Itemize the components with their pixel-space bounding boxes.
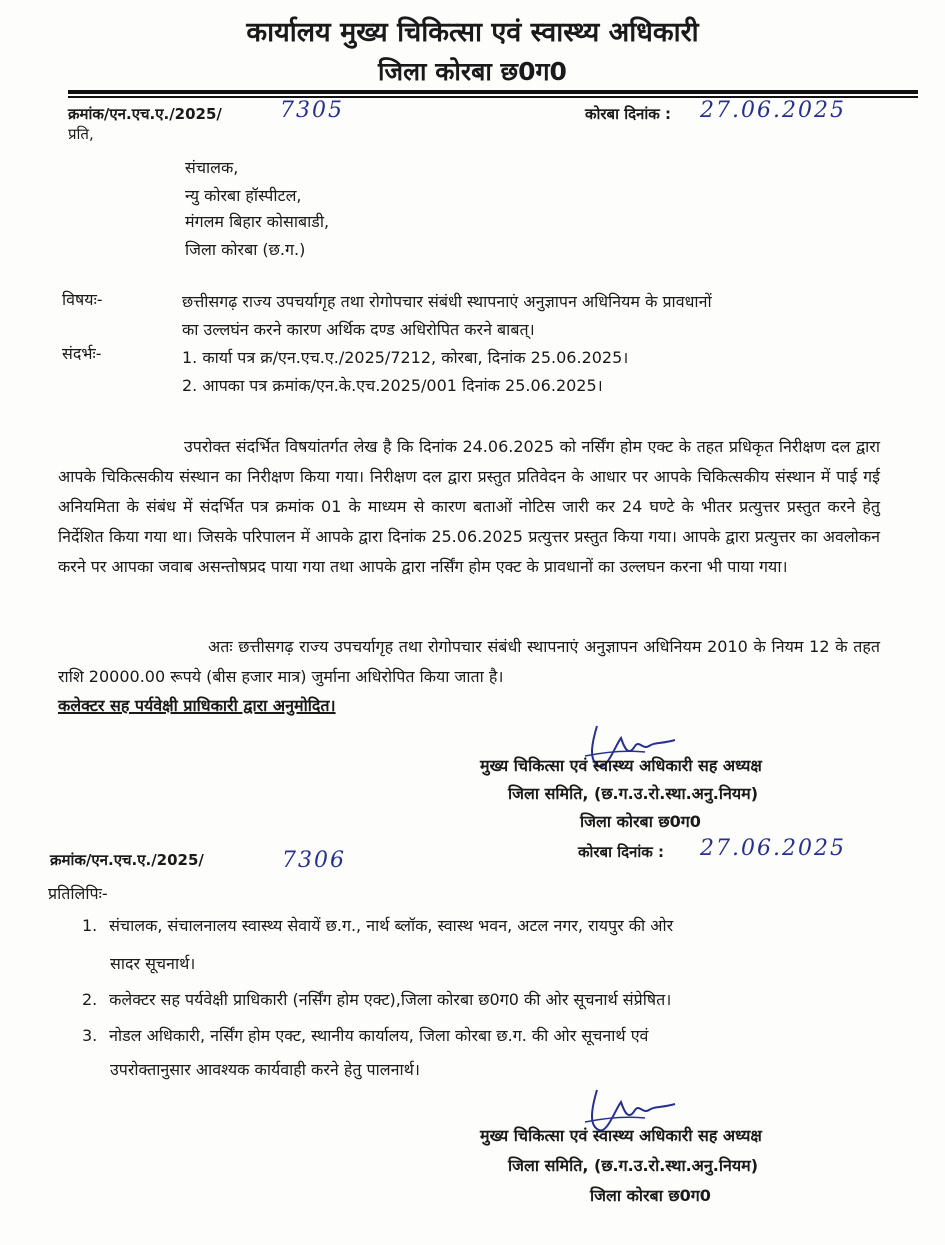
copy-date-label: कोरबा दिनांक : bbox=[578, 843, 665, 861]
addressee-line: मंगलम बिहार कोसाबाडी, bbox=[185, 212, 330, 231]
cc-item-number: 1. bbox=[82, 916, 98, 935]
reference-item: 1. कार्या पत्र क्र/एन.एच.ए./2025/7212, कोरबा, दिनांक 25.06.2025। bbox=[182, 348, 629, 367]
cc-item-continued: सादर सूचनार्थ। bbox=[110, 954, 196, 973]
reference-item: 2. आपका पत्र क्रमांक/एन.के.एच.2025/001 दिनांक 25.06.2025। bbox=[182, 376, 603, 395]
signature-committee: जिला समिति, (छ.ग.उ.रो.स्था.अनु.नियम) bbox=[508, 1156, 759, 1175]
cc-item-text: नोडल अधिकारी, नर्सिंग होम एक्ट, स्थानीय कार्यालय, जिला कोरबा छ.ग. की ओर सूचनार्थ एवं bbox=[109, 1026, 649, 1045]
signature-committee: जिला समिति, (छ.ग.उ.रो.स्था.अनु.नियम) bbox=[508, 784, 759, 803]
body-paragraph-2-text: अतः छत्तीसगढ़ राज्य उपचर्यागृह तथा रोगोपचार संबंधी स्थापनाएं अनुज्ञापन अधिनियम 2010 के नियम 12 के तहत राशि 20000.00 रूपये (बीस हजार मात्र) जुर्माना अधिरोपित किया जाता है। bbox=[58, 637, 880, 686]
signature-district: जिला कोरबा छ0ग0 bbox=[590, 1186, 711, 1205]
copy-ref-number: 7306 bbox=[282, 848, 346, 873]
office-title: कार्यालय मुख्य चिकित्सा एवं स्वास्थ्य अधिकारी bbox=[246, 17, 699, 48]
to-label: प्रति, bbox=[68, 125, 94, 143]
letter-ref-label: क्रमांक/एन.एच.ए./2025/ bbox=[68, 105, 222, 123]
cc-item-number: 3. bbox=[82, 1026, 98, 1045]
letter-date-label: कोरबा दिनांक : bbox=[585, 105, 672, 123]
signature-title: मुख्य चिकित्सा एवं स्वास्थ्य अधिकारी सह अध्यक्ष bbox=[480, 1126, 762, 1145]
cc-item bbox=[82, 914, 673, 936]
letter-ref-number: 7305 bbox=[280, 98, 344, 123]
cc-label: प्रतिलिपिः- bbox=[48, 884, 108, 903]
letter-date-value: 27.06.2025 bbox=[700, 98, 846, 123]
addressee-line: न्यु कोरबा हॉस्पीटल, bbox=[185, 186, 302, 205]
body-paragraph-1-text: उपरोक्त संदर्भित विषयांतर्गत लेख है कि दिनांक 24.06.2025 को नर्सिंग होम एक्ट के तहत प्रधिकृत निरीक्षण दल द्वारा आपके चिकित्सकीय संस्थान का निरीक्षण किया गया। निरीक्षण दल द्वारा प्रस्तुत प्रतिवेदन के आधार पर आपके चिकित्सकीय संस्थान में पाई गई अनियमिता के संबंध में संदर्भित पत्र क्रमांक 01 के माध्यम से कारण बताओं नोटिस जारी कर 24 घण्टे के भीतर प्रत्युत्तर प्रस्तुत करने हेतु निर्देशित किया गया था। जिसके परिपालन में आपके द्वारा दिनांक 25.06.2025 प्रत्युत्तर प्रस्तुत किया गया। आपके द्वारा प्रत्युत्तर का अवलोकन करने पर आपका जवाब असन्तोषप्रद पाया गया तथा आपके द्वारा नर्सिंग होम एक्ट के प्रावधानों का उल्लघन करना भी पाया गया। bbox=[58, 437, 880, 576]
body-paragraph-2 bbox=[58, 632, 880, 692]
cc-item-number: 2. bbox=[82, 990, 98, 1009]
addressee-line: जिला कोरबा (छ.ग.) bbox=[185, 240, 306, 259]
addressee-line: संचालक, bbox=[185, 158, 239, 177]
subject-label: विषयः- bbox=[62, 290, 103, 309]
header-rule-thick bbox=[68, 90, 918, 94]
signature-district: जिला कोरबा छ0ग0 bbox=[580, 812, 701, 831]
cc-item-text: कलेक्टर सह पर्यवेक्षी प्राधिकारी (नर्सिंग होम एक्ट),जिला कोरबा छ0ग0 की ओर सूचनार्थ संप्रेषित। bbox=[109, 990, 672, 1009]
copy-date-value: 27.06.2025 bbox=[700, 836, 846, 861]
cc-item bbox=[82, 988, 671, 1010]
office-district: जिला कोरबा छ0ग0 bbox=[378, 57, 567, 86]
subject-line: छत्तीसगढ़ राज्य उपचर्यागृह तथा रोगोपचार संबंधी स्थापनाएं अनुज्ञापन अधिनियम के प्रावधानों bbox=[182, 292, 712, 311]
approval-note: कलेक्टर सह पर्यवेक्षी प्राधिकारी द्वारा अनुमोदित। bbox=[58, 696, 336, 715]
cc-item-text: संचालक, संचालनालय स्वास्थ्य सेवायें छ.ग., नार्थ ब्लॉक, स्वास्थ भवन, अटल नगर, रायपुर की ओर bbox=[109, 916, 674, 935]
subject-line: का उल्लघंन करने कारण अर्थिक दण्ड अधिरोपित करने बाबत्। bbox=[182, 320, 535, 339]
copy-ref-label: क्रमांक/एन.एच.ए./2025/ bbox=[50, 851, 204, 869]
cc-item-continued: उपरोक्तानुसार आवश्यक कार्यवाही करने हेतु पालनार्थ। bbox=[110, 1060, 420, 1079]
reference-label: संदर्भः- bbox=[62, 344, 102, 363]
body-paragraph-1 bbox=[58, 432, 880, 582]
signature-title: मुख्य चिकित्सा एवं स्वास्थ्य अधिकारी सह अध्यक्ष bbox=[480, 756, 762, 775]
cc-item bbox=[82, 1024, 648, 1046]
